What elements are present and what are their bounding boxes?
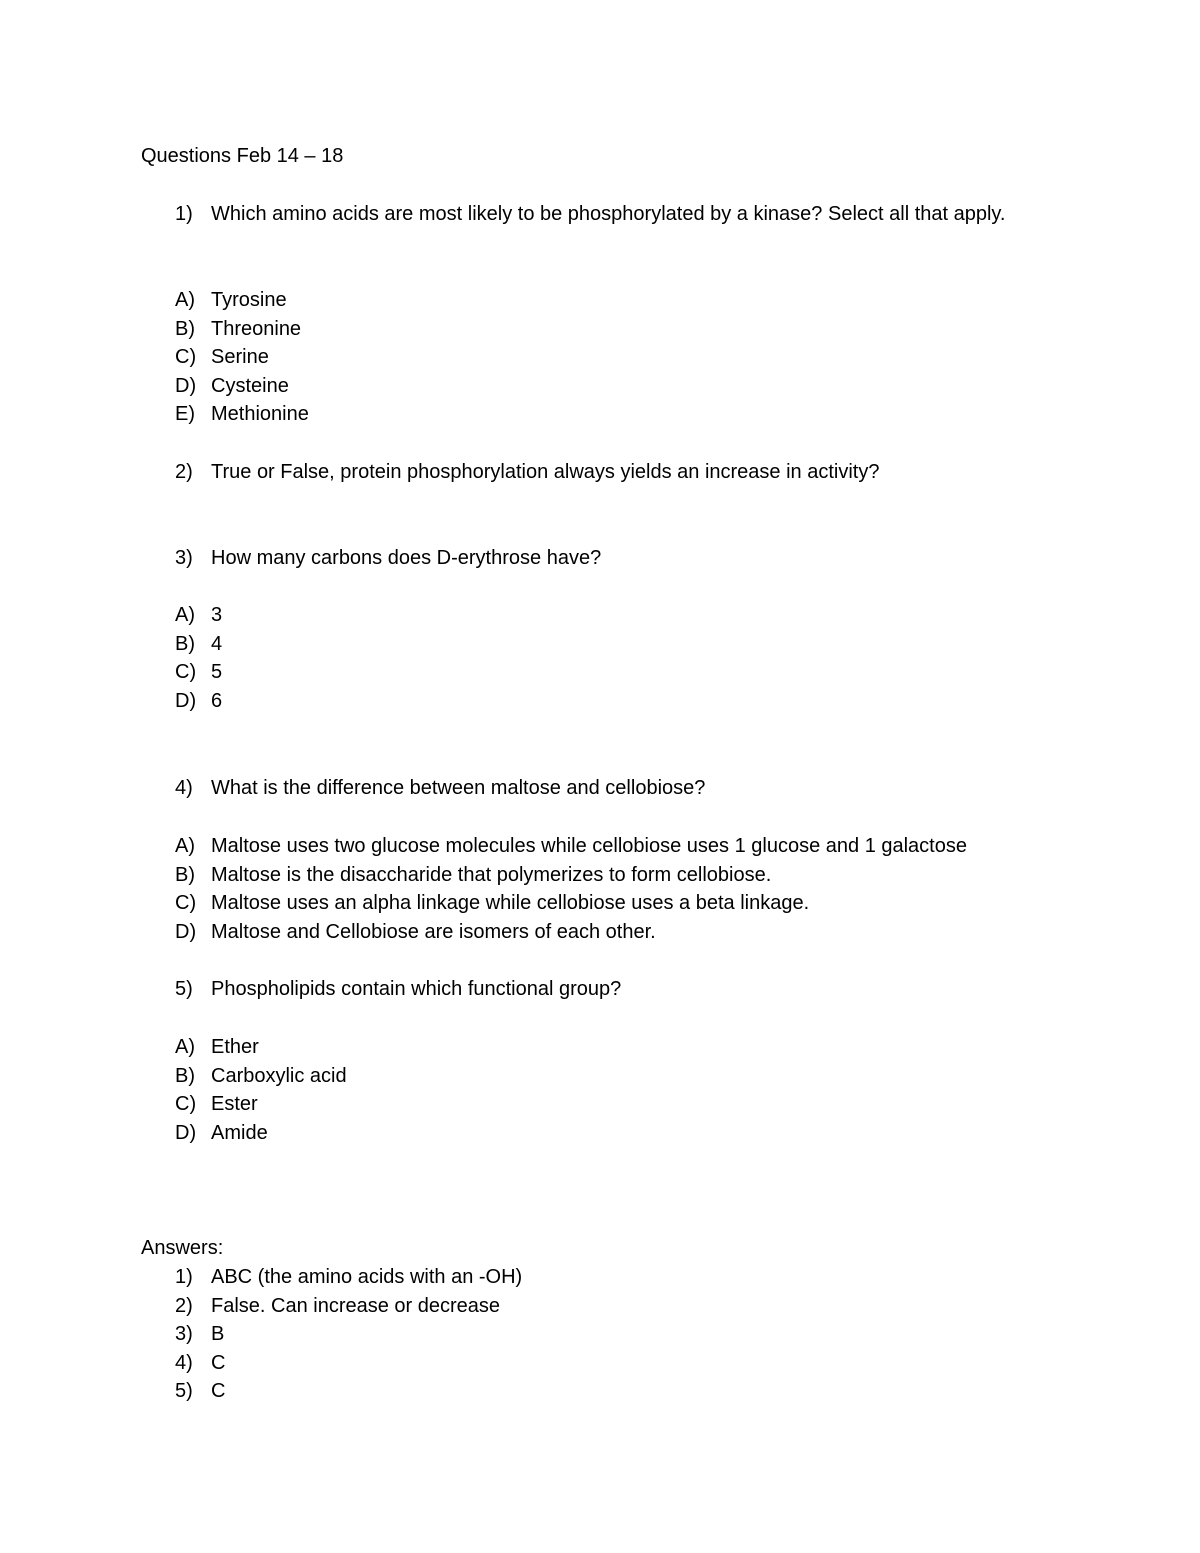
option-letter: C) [175, 892, 197, 915]
option-text: Tyrosine [211, 289, 287, 311]
question-3-options [141, 601, 1041, 715]
question-text: How many carbons does D-erythrose have? [211, 547, 602, 569]
option-b [141, 315, 1041, 344]
option-letter: D) [175, 920, 197, 943]
option-text: Serine [211, 346, 269, 369]
question-4-options [141, 832, 1041, 946]
answer-text: False. Can increase or decrease [211, 1294, 501, 1317]
option-b [141, 630, 1041, 659]
option-text: Amide [211, 1121, 268, 1144]
answer-number: 4) [175, 1351, 193, 1374]
question-1-stem [141, 200, 1041, 229]
question-1-options [141, 286, 1041, 429]
option-letter: C) [175, 661, 197, 684]
option-letter: A) [175, 604, 195, 626]
option-letter: D) [175, 374, 197, 397]
answer-number: 5) [175, 1380, 193, 1403]
option-text: Threonine [211, 317, 302, 340]
option-d [141, 918, 1041, 947]
option-text: Ester [211, 1093, 258, 1116]
option-text: Maltose and Cellobiose are isomers of each other. [211, 920, 656, 943]
answers-heading: Answers: [141, 1237, 224, 1259]
answer-item [141, 1349, 1041, 1378]
option-letter: A) [175, 289, 195, 311]
option-letter: A) [175, 835, 195, 857]
answer-text: C [211, 1351, 226, 1374]
option-letter: D) [175, 1121, 197, 1144]
option-text: Maltose is the disaccharide that polymerizes to form cellobiose. [211, 863, 772, 886]
option-letter: B) [175, 317, 195, 340]
option-letter: B) [175, 1064, 195, 1087]
answer-item [141, 1263, 1041, 1292]
option-c [141, 889, 1041, 918]
option-text: 6 [211, 689, 223, 712]
question-5-options [141, 1033, 1041, 1147]
option-c [141, 658, 1041, 687]
question-text: True or False, protein phosphorylation always yields an increase in activity? [211, 461, 880, 483]
answer-item [141, 1292, 1041, 1321]
option-text: Maltose uses two glucose molecules while cellobiose uses 1 glucose and 1 galactose [211, 835, 967, 857]
option-text: 3 [211, 604, 223, 626]
option-letter: D) [175, 689, 197, 712]
document-title: Questions Feb 14 – 18 [141, 145, 344, 167]
option-letter: E) [175, 403, 195, 426]
option-b [141, 861, 1041, 890]
option-c [141, 1090, 1041, 1119]
question-4 [141, 774, 1041, 803]
question-number: 1) [175, 203, 193, 225]
answer-number: 2) [175, 1294, 193, 1317]
question-text: Phospholipids contain which functional group? [211, 978, 622, 1000]
question-4-stem [141, 774, 1041, 803]
option-letter: B) [175, 863, 195, 886]
option-a [141, 601, 1041, 630]
question-number: 3) [175, 547, 193, 569]
option-text: 5 [211, 661, 223, 684]
question-text: What is the difference between maltose and cellobiose? [211, 777, 706, 799]
answer-number: 3) [175, 1323, 193, 1346]
answer-text: ABC (the amino acids with an -OH) [211, 1266, 523, 1288]
option-text: Maltose uses an alpha linkage while cellobiose uses a beta linkage. [211, 892, 810, 915]
question-2-stem [141, 458, 1041, 487]
question-number: 2) [175, 461, 193, 483]
option-text: Methionine [211, 403, 309, 426]
option-text: 4 [211, 632, 223, 655]
question-3-stem [141, 544, 1041, 573]
option-letter: B) [175, 632, 195, 655]
option-letter: A) [175, 1036, 195, 1058]
question-5-stem [141, 975, 1041, 1004]
answer-text: C [211, 1380, 226, 1403]
option-text: Carboxylic acid [211, 1064, 347, 1087]
option-a [141, 1033, 1041, 1062]
question-2 [141, 458, 1041, 487]
question-3 [141, 544, 1041, 573]
answer-item [141, 1377, 1041, 1406]
answers-list [141, 1263, 1041, 1406]
answer-number: 1) [175, 1266, 193, 1288]
answer-item [141, 1320, 1041, 1349]
question-number: 5) [175, 978, 193, 1000]
question-5 [141, 975, 1041, 1004]
option-letter: C) [175, 1093, 197, 1116]
option-b [141, 1062, 1041, 1091]
option-text: Ether [211, 1036, 259, 1058]
option-d [141, 687, 1041, 716]
option-text: Cysteine [211, 374, 289, 397]
option-letter: C) [175, 346, 197, 369]
question-1 [141, 200, 1041, 229]
option-d [141, 1119, 1041, 1148]
option-a [141, 832, 1041, 861]
question-text: Which amino acids are most likely to be phosphorylated by a kinase? Select all that apply. [211, 203, 1006, 225]
option-d [141, 372, 1041, 401]
question-number: 4) [175, 777, 193, 799]
answer-text: B [211, 1323, 225, 1346]
option-a [141, 286, 1041, 315]
option-e [141, 400, 1041, 429]
option-c [141, 343, 1041, 372]
